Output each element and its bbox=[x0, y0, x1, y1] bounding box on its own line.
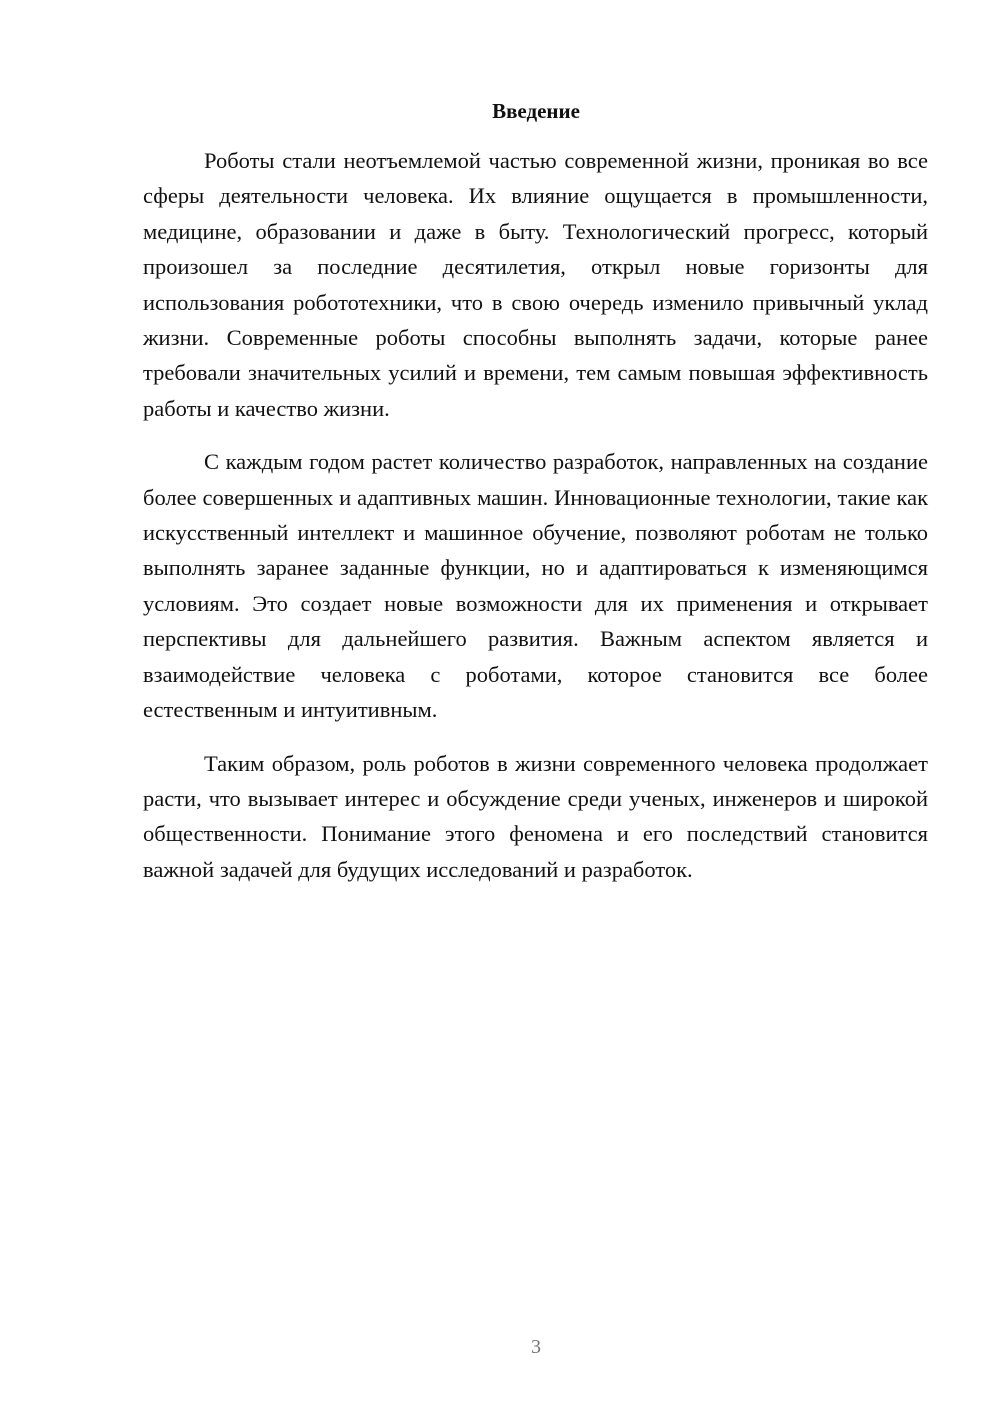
section-title: Введение bbox=[492, 99, 580, 123]
page-number: 3 bbox=[531, 1336, 541, 1358]
paragraph-3: Таким образом, роль роботов в жизни современного человека продолжает расти, что вызывает интерес и обсуждение среди ученых, инженеров и широкой общественности. Понимание этого феномена и его последствий становится важной задачей для будущих исследований и разработок. bbox=[143, 750, 928, 882]
paragraph-2: С каждым годом растет количество разработок, направленных на создание более совершенных и адаптивных машин. Инновационные технологии, такие как искусственный интеллект и машинное обучение, позволяют роботам не только выполнять заранее заданные функции, но и адаптироваться к изменяющимся условиям. Это создает новые возможности для их применения и открывает перспективы для дальнейшего развития. Важным аспектом является и взаимодействие человека с роботами, которое становится все более естественным и интуитивным. bbox=[143, 449, 928, 723]
body-text bbox=[143, 143, 928, 905]
paragraph-1: Роботы стали неотъемлемой частью современной жизни, проникая во все сферы деятельности человека. Их влияние ощущается в промышленности, медицине, образовании и даже в быту. Технологический прогресс, который произошел за последние десятилетия, открыл новые горизонты для использования робототехники, что в свою очередь изменило привычный уклад жизни. Современные роботы способны выполнять задачи, которые ранее требовали значительных усилий и времени, тем самым повышая эффективность работы и качество жизни. bbox=[143, 148, 928, 421]
